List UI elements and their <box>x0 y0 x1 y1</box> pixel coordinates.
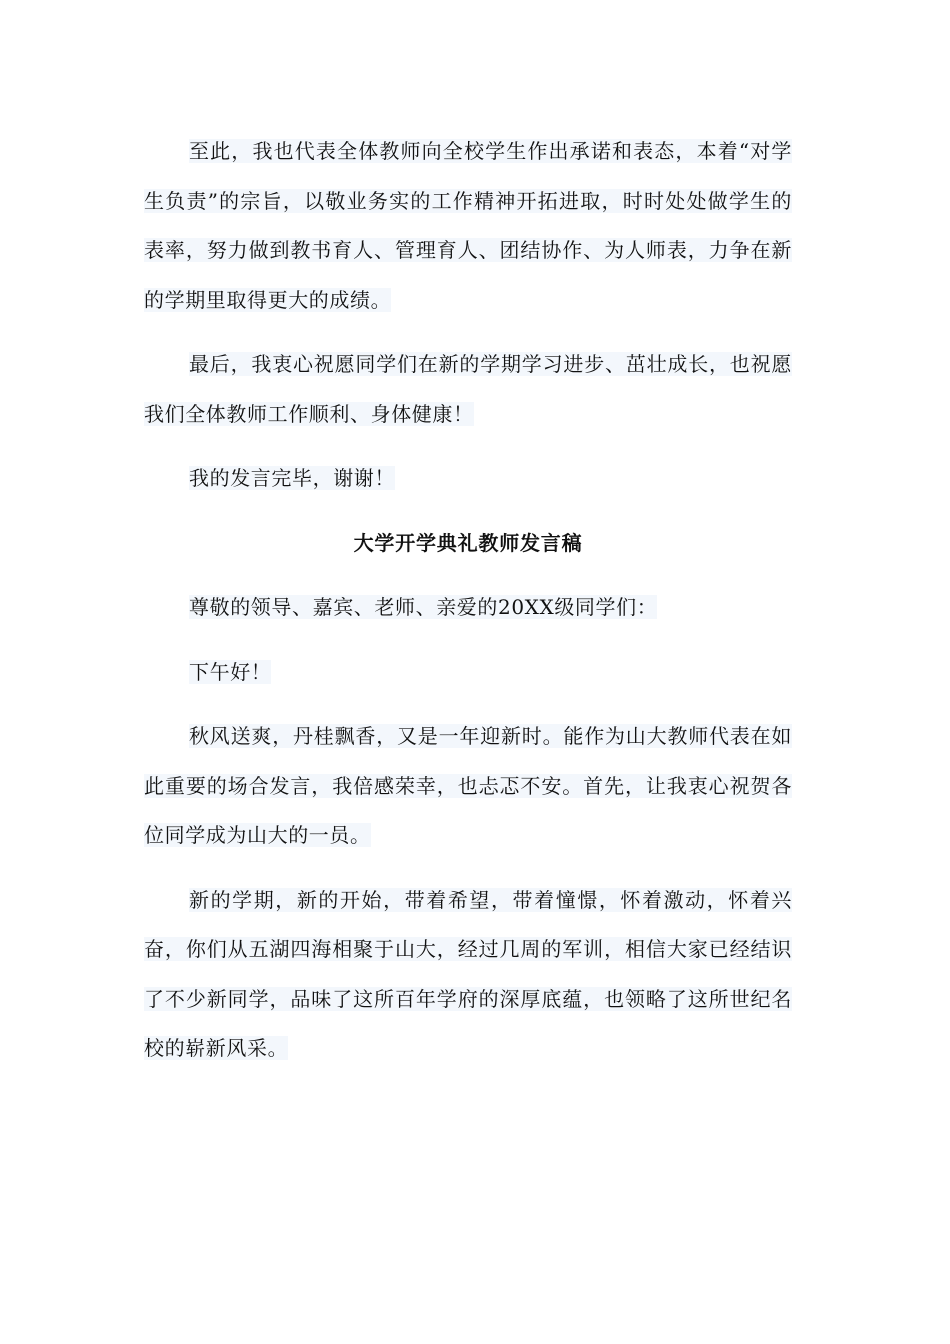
paragraph-opening: 秋风送爽，丹桂飘香，又是一年迎新时。能作为山大教师代表在如此重要的场合发言，我倍感荣幸，也忐忑不安。首先，让我衷心祝贺各位同学成为山大的一员。 <box>144 724 792 847</box>
document-body <box>144 127 792 1089</box>
paragraph-greeting: 下午好！ <box>189 659 272 684</box>
document-title: 大学开学典礼教师发言稿 <box>353 530 583 555</box>
paragraph-new-semester: 新的学期，新的开始，带着希望，带着憧憬，怀着激动，怀着兴奋，你们从五湖四海相聚于山大，经过几周的军训，相信大家已经结识了不少新同学，品味了这所百年学府的深厚底蕴，也领略了这所世纪名校的崭新风采。 <box>144 887 792 1060</box>
paragraph-closing: 我的发言完毕，谢谢！ <box>189 466 395 490</box>
paragraph-commitment: 至此，我也代表全体教师向全校学生作出承诺和表态，本着“对学生负责”的宗旨，以敬业务实的工作精神开拓进取，时时处处做学生的表率，努力做到教书育人、管理育人、团结协作、为人师表，力争在新的学期里取得更大的成绩。 <box>144 139 792 312</box>
paragraph-wishes: 最后，我衷心祝愿同学们在新的学期学习进步、茁壮成长，也祝愿我们全体教师工作顺利、身体健康！ <box>144 352 792 426</box>
paragraph-salutation: 尊敬的领导、嘉宾、老师、亲爱的20XX级同学们： <box>189 595 658 619</box>
